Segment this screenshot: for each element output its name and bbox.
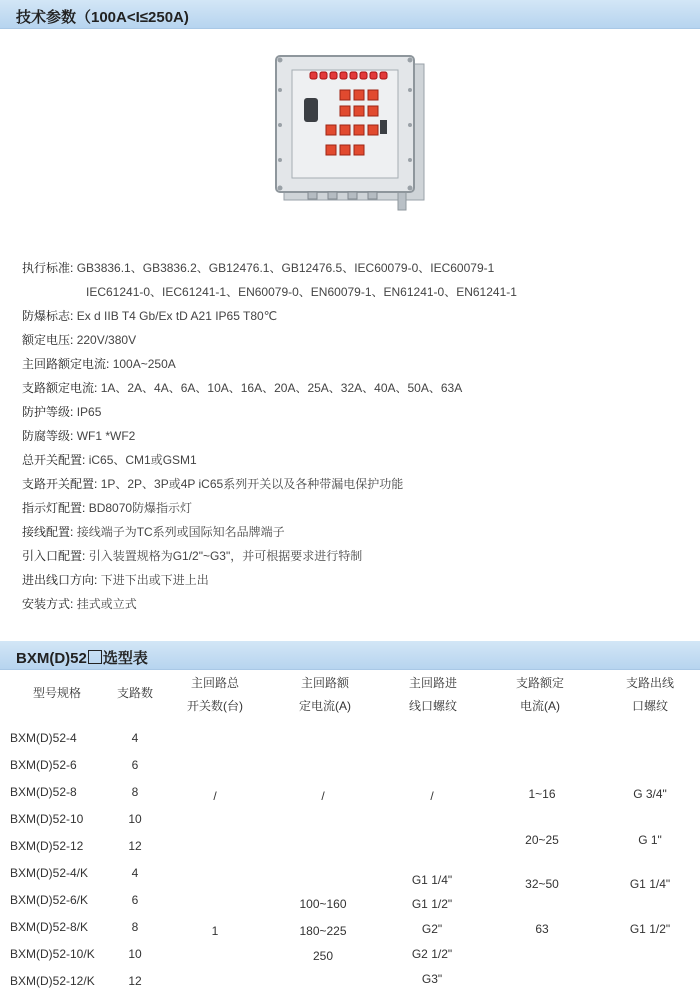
table-cell-branches: 6 [131,758,139,772]
table-cell-main-thread: G2 1/2" [411,947,453,961]
table-header-branch-current: 支路额定 电流(A) [515,676,564,713]
spec-value: 1P、2P、3P或4P iC65系列开关以及各种带漏电保护功能 [100,477,404,491]
spec-label: 主回路额定电流: [22,357,110,371]
section-header-specs [0,0,700,29]
table-cell-branches: 8 [131,785,139,799]
spec-value: IEC61241-0、IEC61241-1、EN60079-0、EN60079-1、EN61241-0、EN61241-1 [86,285,517,299]
product-image [270,50,430,215]
spec-value: Ex d IIB T4 Gb/Ex tD A21 IP65 T80℃ [76,309,278,323]
spec-row-branch-current [22,379,462,396]
table-cell-main-current: 180~225 [299,924,347,938]
spec-row-inlet [22,547,362,564]
table-cell-model: BXM(D)52-6 [10,758,77,772]
spec-label: 引入口配置: [22,549,86,563]
table-cell-branch-current: 32~50 [525,877,559,891]
spec-row-branch-switch [22,475,403,492]
table-cell-main-current: 250 [312,949,334,963]
spec-value: 挂式或立式 [76,597,137,611]
table-header-branch-thread: 支路出线 口螺纹 [625,676,674,713]
spec-row-standard [22,259,494,276]
spec-value: iC65、CM1或GSM1 [88,453,197,467]
table-cell-model: BXM(D)52-8 [10,785,77,799]
spec-label: 指示灯配置: [22,501,86,515]
spec-row-indicator [22,499,192,516]
table-cell-branches: 12 [128,974,142,988]
spec-row-corrosion [22,427,135,444]
section-title: 技术参数（100A<I≤250A) [16,9,189,26]
table-cell-branch-current: 1~16 [528,787,556,801]
spec-label: 执行标准: [22,261,74,275]
table-cell-branch-thread: G1 1/4" [629,877,671,891]
table-cell-main-current: 100~160 [299,897,347,911]
spec-value: 下进下出或下进上出 [100,573,209,587]
box-glyph [88,650,102,664]
table-cell-model: BXM(D)52-8/K [10,920,89,934]
section-title [16,647,148,668]
table-cell-branches: 4 [131,866,139,880]
table-cell-main-thread: G1 1/2" [411,897,453,911]
spec-row-main-switch [22,451,197,468]
spec-value: 1A、2A、4A、6A、10A、16A、20A、25A、32A、40A、50A、63A [100,381,463,395]
section-header-selection [0,641,700,670]
spec-label: 防腐等级: [22,429,74,443]
spec-row-protection [22,403,101,420]
spec-label: 进出线口方向: [22,573,98,587]
spec-row-cable-direction [22,571,209,588]
table-cell-main-thread: G1 1/4" [411,873,453,887]
spec-label: 接线配置: [22,525,74,539]
table-cell-model: BXM(D)52-12 [10,839,84,853]
spec-value: 220V/380V [76,333,137,347]
table-cell-branch-current: 63 [535,922,549,936]
spec-row-standard-cont [86,283,517,300]
table-header-main-switch: 主回路总 开关数(台) [187,676,243,713]
table-cell-branches: 10 [128,812,142,826]
spec-value: WF1 *WF2 [76,429,136,443]
table-cell-branches: 8 [131,920,139,934]
table-header-branches: 支路数 [116,686,153,700]
spec-label: 支路额定电流: [22,381,98,395]
spec-row-wiring [22,523,285,540]
spec-value: 引入装置规格为G1/2"~G3"，并可根据要求进行特制 [88,549,363,563]
table-cell-branch-thread: G1 1/2" [629,922,671,936]
table-cell-main-switch: / [213,789,217,803]
spec-row-installation [22,595,137,612]
spec-label: 安装方式: [22,597,74,611]
table-cell-branch-thread: G 1" [638,833,662,847]
table-cell-model: BXM(D)52-4/K [10,866,89,880]
table-cell-model: BXM(D)52-6/K [10,893,89,907]
table-cell-main-thread: G3" [421,972,443,986]
table-cell-model: BXM(D)52-10 [10,812,84,826]
table-cell-main-thread: / [430,789,434,803]
spec-value: BD8070防爆指示灯 [88,501,193,515]
spec-row-voltage [22,331,136,348]
table-cell-model: BXM(D)52-4 [10,731,77,745]
table-cell-branches: 10 [128,947,142,961]
table-cell-branches: 6 [131,893,139,907]
spec-label: 防护等级: [22,405,74,419]
table-header-main-current: 主回路额 定电流(A) [299,676,351,713]
spec-label: 额定电压: [22,333,74,347]
section-title-suffix: 选型表 [102,650,148,667]
table-cell-branch-thread: G 3/4" [633,787,667,801]
table-cell-model: BXM(D)52-10/K [10,947,95,961]
section-title-prefix: BXM(D)52 [16,650,87,667]
table-cell-main-current: / [321,789,325,803]
spec-label: 防爆标志: [22,309,74,323]
table-header-model: 型号规格 [32,686,81,700]
table-cell-branches: 4 [131,731,139,745]
table-cell-main-switch: 1 [211,924,219,938]
spec-value: 100A~250A [112,357,176,371]
table-cell-branch-current: 20~25 [525,833,559,847]
table-cell-model: BXM(D)52-12/K [10,974,95,988]
spec-value: IP65 [76,405,102,419]
spec-row-main-current [22,355,176,372]
spec-value: GB3836.1、GB3836.2、GB12476.1、GB12476.5、IEC60079-0、IEC60079-1 [76,261,495,275]
spec-value: 接线端子为TC系列或国际知名品牌端子 [76,525,285,539]
spec-label: 总开关配置: [22,453,86,467]
spec-row-marking [22,307,277,324]
spec-label: 支路开关配置: [22,477,98,491]
table-cell-main-thread: G2" [421,922,443,936]
table-header-main-thread: 主回路进 线口螺纹 [408,676,457,713]
table-cell-branches: 12 [128,839,142,853]
main-switch-handle [304,98,318,122]
